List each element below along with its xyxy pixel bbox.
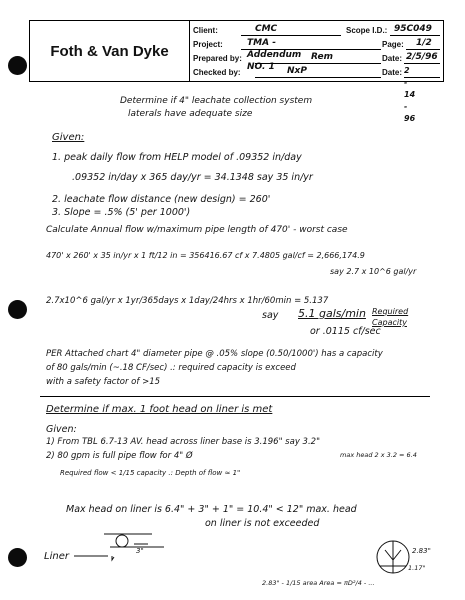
scope-label: Scope I.D.: [346,26,388,35]
chart-paragraph-3: with a safety factor of >15 [46,377,161,387]
required-capacity-label: Required Capacity [372,307,409,327]
project-label: Project: [193,40,223,49]
scope-value: 95C049 [394,24,432,34]
required-capacity-cfs: or .0115 cf/sec [310,326,381,337]
calc-annual-rate: .09352 in/day x 365 day/yr = 34.1348 say 35 in/yr [72,172,313,183]
date2-value: 2 - 14 - 96 [404,66,416,123]
chart-paragraph-1: PER Attached chart 4" diameter pipe @ .05% slope (0.50/1000') has a capacity [46,349,383,359]
page-label: Page: [382,40,404,49]
client-value: CMC [255,24,278,34]
section2-item-1-note: max head 2 x 3.2 = 6.4 [340,451,417,459]
bottom-area-calc: 2.83" - 1/15 area Area = πD²/4 - ... [262,579,375,587]
given-item-3: 3. Slope = .5% (5' per 1000') [52,207,191,218]
section2-given: Given: [46,424,77,435]
prepared-label: Prepared by: [193,54,242,63]
given-item-1: 1. peak daily flow from HELP model of .09352 in/day [52,152,302,163]
date2-label: Date: [382,68,403,77]
date1-label: Date: [382,54,403,63]
max-head-line-2: on liner is not exceeded [205,518,320,529]
calc-annual-flow-say: say 2.7 x 10^6 gal/yr [330,267,417,276]
given-heading: Given: [52,132,85,143]
section2-title: Determine if max. 1 foot head on liner is met [46,404,273,415]
company-name: Foth & Van Dyke [30,21,190,81]
sketch-depth-label: 3" [136,547,144,555]
calc-gpm: 2.7x10^6 gal/yr x 1yr/365days x 1day/24hrs x 1hr/60min = 5.137 [46,296,329,306]
date1-value: 2/5/96 [406,52,438,62]
note-title-1: Determine if 4" leachate collection system [120,96,313,106]
liner-sketch [74,534,164,560]
page-value: 1/2 [416,38,432,48]
circle-segment-label: 1.17" [408,564,426,572]
calc-heading: Calculate Annual flow w/maximum pipe length of 470' - worst case [46,225,348,235]
project-value: TMA - Addendum NO. 1 [247,38,302,72]
section2-item-1: 1) From TBL 6.7-13 AV. head across liner base is 3.196" say 3.2" [46,437,320,447]
calc-annual-flow: 470' x 260' x 35 in/yr x 1 ft/12 in = 356416.67 cf x 7.4805 gal/cf = 2,666,174.9 [46,251,365,260]
required-capacity-value: 5.1 gals/min [298,307,366,320]
client-label: Client: [193,26,218,35]
chart-paragraph-2: of 80 gals/min (~.18 CF/sec) .: required capacity is exceed [46,363,296,373]
note-title-2: laterals have adequate size [128,109,253,119]
max-head-line-1: Max head on liner is 6.4" + 3" + 1" = 10.4" < 12" max. head [66,504,357,515]
given-item-2: 2. leachate flow distance (new design) = 260' [52,194,271,205]
liner-label: Liner [44,551,69,562]
section2-item-2: 2) 80 gpm is full pipe flow for 4" Ø [46,451,193,461]
depth-of-flow-note: Required flow < 1/15 capacity .: Depth of flow ≈ 1" [60,469,241,477]
checked-value: NxP [287,66,307,76]
calc-gpm-say: say [262,310,279,321]
pipe-section-sketch [377,541,409,573]
circle-dimension-label: 2.83" [412,547,431,555]
prepared-value: Rem [311,52,333,62]
checked-label: Checked by: [193,68,241,77]
